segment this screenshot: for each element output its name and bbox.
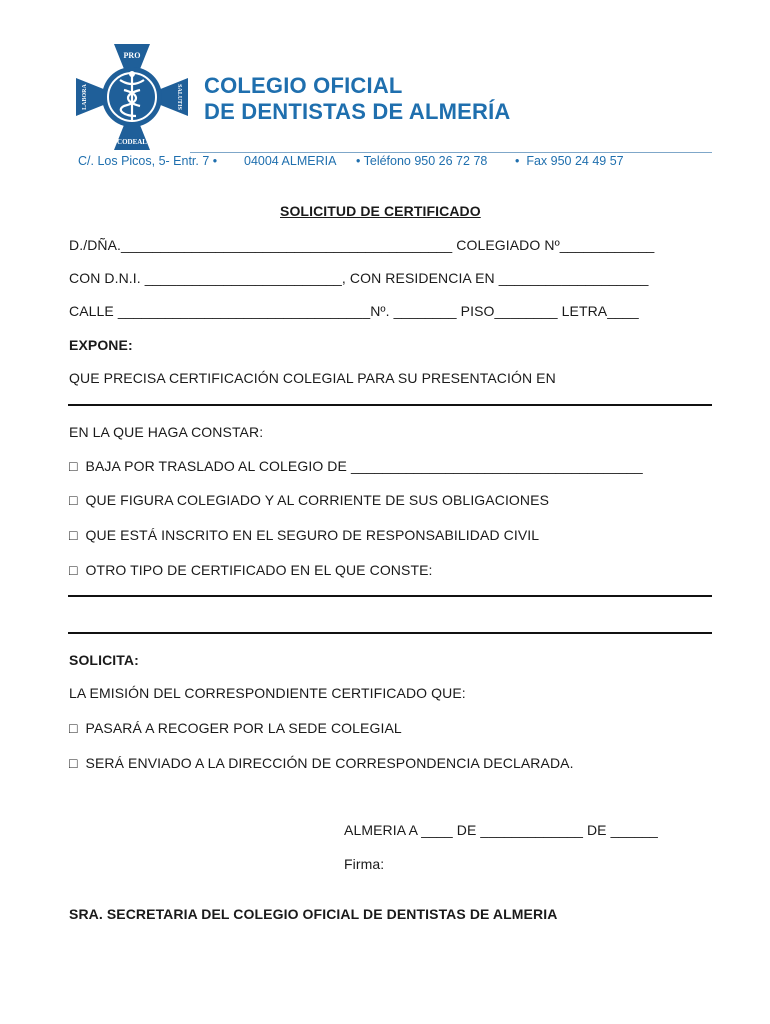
address-fax: • Fax 950 24 49 57 (515, 154, 624, 168)
option-colegiado-label: QUE FIGURA COLEGIADO Y AL CORRIENTE DE SUS OBLIGACIONES (85, 492, 550, 508)
address-field-line[interactable]: CALLE ________________________________Nº. ________ PISO________ LETRA____ (69, 303, 639, 319)
logo-bottom-text: CODEAL (117, 138, 147, 146)
logo-top-text: PRO (123, 51, 141, 60)
org-name-line2: DE DENTISTAS DE ALMERÍA (204, 99, 511, 124)
address-street: C/. Los Picos, 5- Entr. 7 • (78, 154, 218, 168)
solicita-heading: SOLICITA: (69, 652, 139, 668)
logo-left-text: LABORA (82, 84, 88, 110)
option-colegiado[interactable] (69, 492, 549, 508)
option-baja-label: BAJA POR TRASLADO AL COLEGIO DE _____________________________________ (85, 458, 643, 474)
option-enviado-label: SERÁ ENVIADO A LA DIRECCIÓN DE CORRESPONDENCIA DECLARADA. (85, 755, 574, 771)
option-seguro-label: QUE ESTÁ INSCRITO EN EL SEGURO DE RESPONSABILIDAD CIVIL (85, 527, 540, 543)
org-name-line1: COLEGIO OFICIAL (204, 73, 403, 98)
constar-text: EN LA QUE HAGA CONSTAR: (69, 424, 264, 440)
expone-heading: EXPONE: (69, 337, 133, 353)
checkbox-icon[interactable]: □ (69, 755, 78, 771)
other-cert-answer-line-1[interactable] (68, 595, 712, 597)
checkbox-icon[interactable]: □ (69, 562, 78, 578)
date-line[interactable]: ALMERIA A ____ DE _____________ DE ______ (344, 822, 658, 838)
option-otro[interactable] (69, 562, 433, 578)
option-recoger[interactable] (69, 720, 402, 736)
checkbox-icon[interactable]: □ (69, 527, 78, 543)
other-cert-answer-line-2[interactable] (68, 632, 712, 634)
solicita-text: LA EMISIÓN DEL CORRESPONDIENTE CERTIFICADO QUE: (69, 685, 466, 701)
address-phone: • Teléfono 950 26 72 78 (356, 154, 488, 168)
caduceus-cross-icon (76, 44, 188, 150)
header-divider (190, 152, 712, 153)
checkbox-icon[interactable]: □ (69, 492, 78, 508)
option-seguro[interactable] (69, 527, 539, 543)
logo-right-text: SALUTIS (176, 84, 182, 110)
checkbox-icon[interactable]: □ (69, 720, 78, 736)
option-baja[interactable] (69, 458, 643, 474)
expone-text: QUE PRECISA CERTIFICACIÓN COLEGIAL PARA SU PRESENTACIÓN EN (69, 370, 556, 386)
option-otro-label: OTRO TIPO DE CERTIFICADO EN EL QUE CONSTE: (85, 562, 433, 578)
checkbox-icon[interactable]: □ (69, 458, 78, 474)
address-city: 04004 ALMERIA (244, 154, 337, 168)
option-enviado[interactable] (69, 755, 574, 771)
option-recoger-label: PASARÁ A RECOGER POR LA SEDE COLEGIAL (85, 720, 402, 736)
form-title: SOLICITUD DE CERTIFICADO (280, 203, 481, 219)
presentation-answer-line[interactable] (68, 404, 712, 406)
college-logo (76, 44, 188, 150)
dni-field-line[interactable]: CON D.N.I. _________________________, CON RESIDENCIA EN ___________________ (69, 270, 649, 286)
addressee: SRA. SECRETARIA DEL COLEGIO OFICIAL DE DENTISTAS DE ALMERIA (69, 906, 558, 922)
signature-label: Firma: (344, 856, 385, 872)
name-field-line[interactable]: D./DÑA.__________________________________________ COLEGIADO Nº____________ (69, 237, 655, 253)
